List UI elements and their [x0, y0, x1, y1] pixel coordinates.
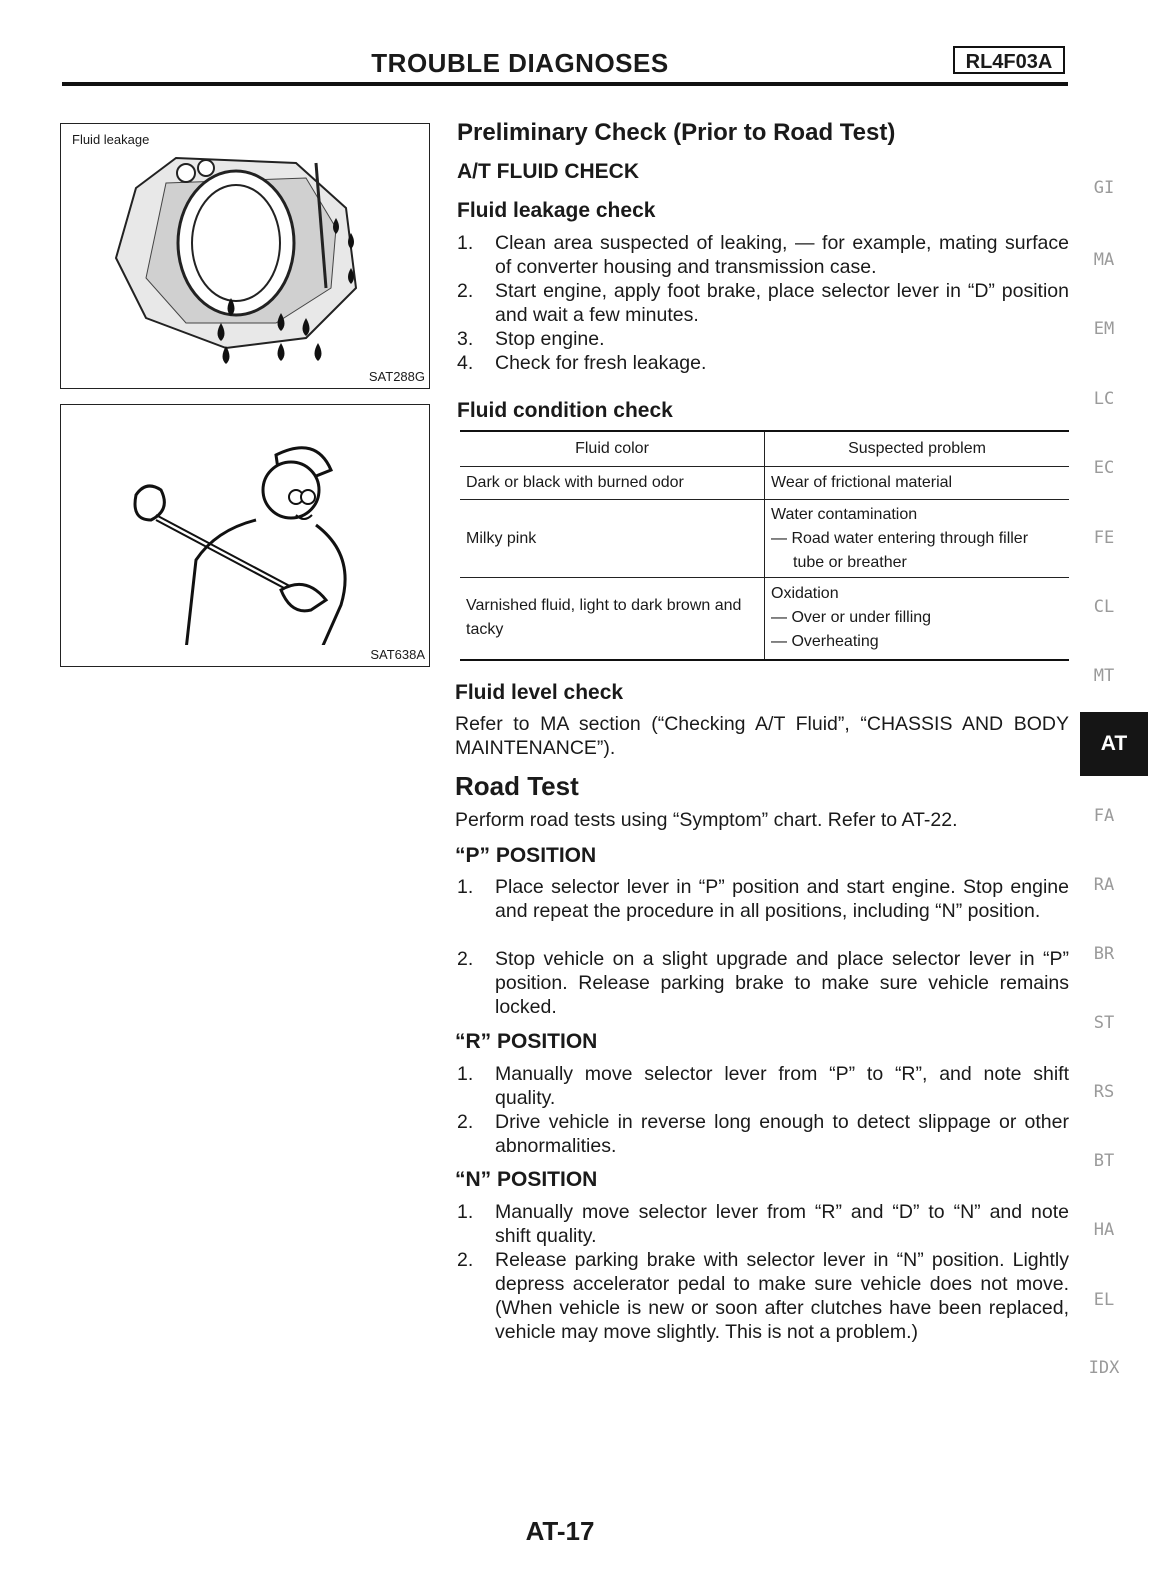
- side-tab-ha[interactable]: HA: [1093, 1220, 1115, 1240]
- fluid-color-cell: Milky pink: [460, 500, 765, 578]
- side-tab-fe[interactable]: FE: [1093, 528, 1115, 548]
- figure-code: SAT638A: [370, 647, 425, 662]
- list-item: [457, 1062, 1069, 1110]
- transmission-illustration: [106, 148, 366, 368]
- item-text: Manually move selector lever from “R” and “D” to “N” and note shift quality.: [495, 1201, 1069, 1247]
- fluid-color-cell: Varnished fluid, light to dark brown and tacky: [460, 578, 765, 660]
- figure-caption: Fluid leakage: [72, 132, 150, 147]
- fluid-level-text: Refer to MA section (“Checking A/T Fluid”, “CHASSIS AND BODY MAINTENANCE”).: [455, 713, 1069, 759]
- item-text: Stop vehicle on a slight upgrade and place selector lever in “P” position. Release parking brake to make sure vehicle remains locked.: [495, 948, 1069, 1018]
- problem-line: Wear of frictional material: [771, 474, 953, 491]
- item-number: 1.: [457, 232, 474, 254]
- item-number: 1.: [457, 1201, 474, 1223]
- item-text: Release parking brake with selector lever in “N” position. Lightly depress accelerator pedal to make sure vehicle does not move. (When vehicle is new or soon after clutches have been replaced, vehicle may move slightly. This is not a problem.): [495, 1249, 1069, 1343]
- subsection-title-fluid-check: A/T FLUID CHECK: [457, 160, 639, 183]
- fluid-color-cell: Dark or black with burned odor: [460, 467, 765, 500]
- item-number: 2.: [457, 1111, 474, 1133]
- item-text: Stop engine.: [495, 328, 605, 350]
- suspected-problem-cell: [765, 467, 1070, 500]
- side-tab-br[interactable]: BR: [1093, 944, 1115, 964]
- item-number: 4.: [457, 352, 474, 374]
- side-tab-cl[interactable]: CL: [1093, 597, 1115, 617]
- item-text: Drive vehicle in reverse long enough to detect slippage or other abnormalities.: [495, 1111, 1069, 1157]
- heading-p-position: “P” POSITION: [455, 844, 597, 867]
- table-row: [460, 467, 1069, 500]
- column-header: Fluid color: [460, 431, 765, 467]
- list-item: [457, 947, 1069, 1019]
- page-title: TROUBLE DIAGNOSES: [371, 48, 669, 78]
- side-tab-el[interactable]: EL: [1093, 1290, 1115, 1310]
- problem-line: tube or breather: [793, 553, 907, 571]
- side-tab-lc[interactable]: LC: [1093, 389, 1115, 409]
- heading-fluid-leakage: Fluid leakage check: [457, 199, 656, 222]
- list-item: [457, 231, 1069, 279]
- header-rule: [62, 82, 1068, 86]
- road-test-intro: Perform road tests using “Symptom” chart. Refer to AT-22.: [455, 809, 958, 831]
- side-tab-fa[interactable]: FA: [1093, 806, 1115, 826]
- item-number: 2.: [457, 1249, 474, 1271]
- item-number: 2.: [457, 280, 474, 302]
- heading-fluid-level: Fluid level check: [455, 681, 624, 704]
- side-tab-bt[interactable]: BT: [1093, 1151, 1115, 1171]
- list-item: [457, 327, 1069, 351]
- item-text: Start engine, apply foot brake, place selector lever in “D” position and wait a few minutes.: [495, 280, 1069, 326]
- list-item: [457, 1110, 1069, 1158]
- side-tab-at-active[interactable]: AT: [1080, 712, 1148, 776]
- list-item: [457, 875, 1069, 923]
- heading-n-position: “N” POSITION: [455, 1168, 598, 1191]
- list-item: [457, 351, 1069, 375]
- side-tab-ma[interactable]: MA: [1093, 250, 1115, 270]
- item-text: Place selector lever in “P” position and start engine. Stop engine and repeat the procedure in all positions, including “N” position.: [495, 876, 1069, 922]
- item-text: Manually move selector lever from “P” to “R”, and note shift quality.: [495, 1063, 1069, 1109]
- item-text: Clean area suspected of leaking, — for example, mating surface of converter housing and transmission case.: [495, 232, 1069, 278]
- side-tab-em[interactable]: EM: [1093, 319, 1115, 339]
- mechanic-illustration: [116, 425, 356, 645]
- item-number: 3.: [457, 328, 474, 350]
- page-number: AT-17: [525, 1516, 595, 1546]
- problem-line: Water contamination: [771, 505, 918, 523]
- suspected-problem-cell: [765, 500, 1070, 578]
- side-tab-st[interactable]: ST: [1093, 1013, 1115, 1033]
- problem-line: — Overheating: [771, 633, 879, 651]
- figure-code: SAT288G: [368, 369, 425, 384]
- problem-line: Oxidation: [771, 585, 839, 603]
- section-title-preliminary: Preliminary Check (Prior to Road Test): [457, 119, 896, 146]
- column-header: Suspected problem: [765, 431, 1070, 467]
- item-number: 1.: [457, 876, 474, 898]
- list-item: [457, 1200, 1069, 1248]
- list-item: [457, 279, 1069, 327]
- section-title-road-test: Road Test: [455, 771, 579, 801]
- side-tab-idx[interactable]: IDX: [1088, 1358, 1120, 1378]
- heading-r-position: “R” POSITION: [455, 1030, 598, 1053]
- section-code-badge: RL4F03A: [953, 46, 1065, 74]
- side-tab-ra[interactable]: RA: [1093, 875, 1115, 895]
- figure-fluid-check-mechanic: [60, 404, 430, 667]
- suspected-problem-cell: [765, 578, 1070, 660]
- table-row: [460, 578, 1069, 660]
- side-tab-mt[interactable]: MT: [1093, 666, 1115, 686]
- fluid-condition-table: [460, 430, 1069, 661]
- item-number: 1.: [457, 1063, 474, 1085]
- problem-line: — Over or under filling: [771, 609, 932, 627]
- heading-fluid-condition: Fluid condition check: [457, 399, 673, 422]
- side-tab-rs[interactable]: RS: [1093, 1082, 1115, 1102]
- figure-fluid-leakage: [60, 123, 430, 389]
- list-item: [457, 1248, 1069, 1344]
- table-row: [460, 500, 1069, 578]
- side-tab-ec[interactable]: EC: [1093, 458, 1115, 478]
- item-text: Check for fresh leakage.: [495, 352, 707, 374]
- side-tab-gi[interactable]: GI: [1093, 178, 1115, 198]
- problem-line: — Road water entering through filler: [771, 529, 1029, 547]
- item-number: 2.: [457, 948, 474, 970]
